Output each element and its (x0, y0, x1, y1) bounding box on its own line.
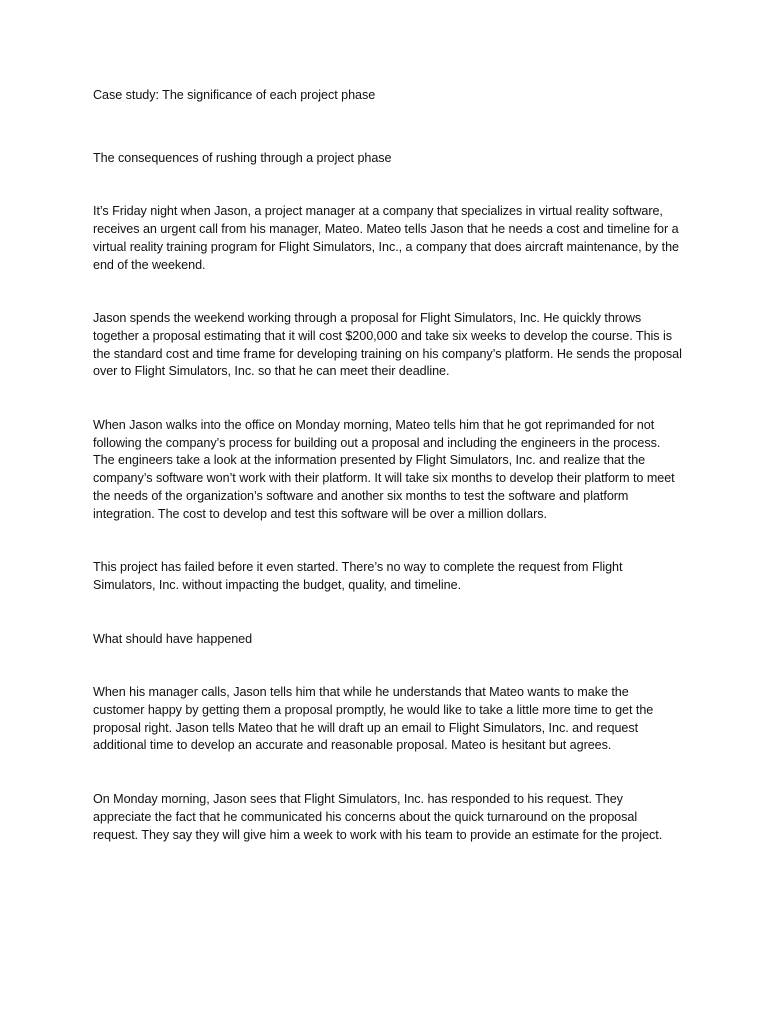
section-heading-what-should-have-happened: What should have happened (93, 631, 253, 646)
document-title: Case study: The significance of each project phase (93, 88, 376, 102)
paragraph-project-failed: This project has failed before it even started. There’s no way to complete the request from Flight Simulators, Inc. without impacting the budget, quality, and timeline. (93, 560, 623, 592)
paragraph-client-responds: On Monday morning, Jason sees that Flight Simulators, Inc. has responded to his request. They appreciate the fact that he communicated his concerns about the quick turnaround on the proposal request. They say they will give him a week to work with his team to provide an estimate for the project. (93, 792, 663, 842)
paragraph-jason-requests-time: When his manager calls, Jason tells him that while he understands that Mateo wants to make the customer happy by getting them a proposal promptly, he would like to take a little more time to get the proposal right. Jason tells Mateo that he will draft up an email to Flight Simulators, Inc. and request additional time to develop an accurate and reasonable proposal. Mateo is hesitant but agrees. (93, 685, 654, 753)
section-heading-consequences: The consequences of rushing through a project phase (93, 150, 392, 165)
paragraph-monday-reprimand: When Jason walks into the office on Monday morning, Mateo tells him that he got reprimanded for not following the company’s process for building out a proposal and including the engineers in the process. The engineers take a look at the information presented by Flight Simulators, Inc. and realize that the company’s software won’t work with their platform. It will take six months to develop their platform to meet the needs of the organization’s software and another six months to test the software and platform integration. The cost to develop and test this software will be over a million dollars. (93, 418, 675, 521)
document-page (93, 87, 683, 844)
paragraph-weekend-proposal: Jason spends the weekend working through a proposal for Flight Simulators, Inc. He quickly throws together a proposal estimating that it will cost $200,000 and take six weeks to develop the course. This is the standard cost and time frame for developing training on his company’s platform. He sends the proposal over to Flight Simulators, Inc. so that he can meet their deadline. (93, 311, 682, 379)
paragraph-friday-call: It’s Friday night when Jason, a project manager at a company that specializes in virtual reality software, receives an urgent call from his manager, Mateo. Mateo tells Jason that he needs a cost and timeline for a virtual reality training program for Flight Simulators, Inc., a company that does aircraft maintenance, by the end of the weekend. (93, 204, 679, 272)
